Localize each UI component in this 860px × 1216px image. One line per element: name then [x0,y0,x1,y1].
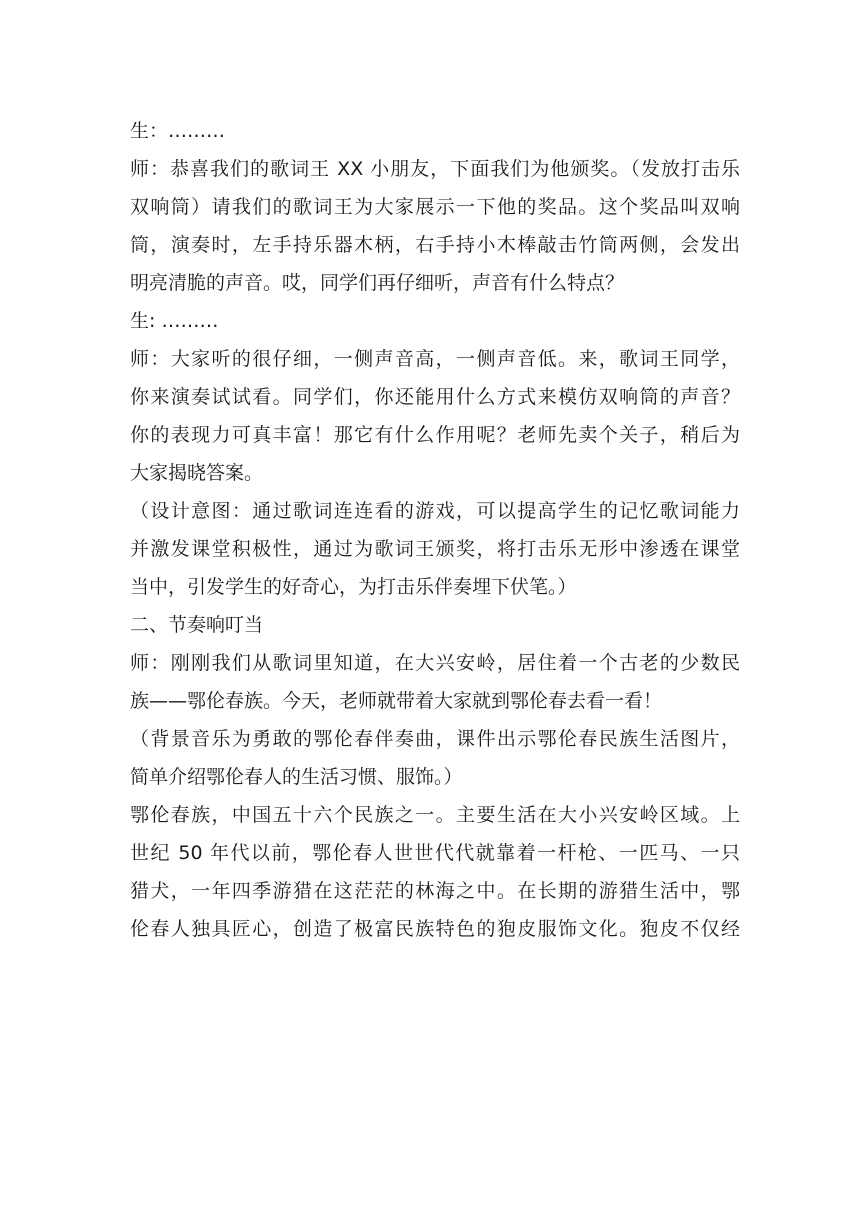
text-line: 二、节奏响叮当 [130,614,264,636]
text-line: 生：……… [130,120,226,142]
paragraph-student-reply-2 [130,302,740,340]
text-line: 筒，演奏时，左手持乐器木柄，右手持小木棒敲击竹筒两侧，会发出 [130,234,740,256]
text-line: 你来演奏试试看。同学们，你还能用什么方式来模仿双响筒的声音？ [130,386,740,408]
text-line: 双响筒）请我们的歌词王为大家展示一下他的奖品。这个奖品叫双响 [130,196,740,218]
text-line: 鄂伦春族，中国五十六个民族之一。主要生活在大小兴安岭区域。上 [130,804,740,826]
text-line: 师：刚刚我们从歌词里知道，在大兴安岭，居住着一个古老的少数民 [130,652,740,674]
text-line: 并激发课堂积极性，通过为歌词王颁奖，将打击乐无形中渗透在课堂 [130,538,740,560]
paragraph-student-reply-1 [130,112,740,150]
paragraph-design-intent [130,492,740,606]
paragraph-teacher-award [130,150,740,302]
paragraph-teacher-instrument [130,340,740,492]
text-line: 大家揭晓答案。 [130,462,264,484]
paragraph-background-music [130,720,740,796]
text-line: 明亮清脆的声音。哎，同学们再仔细听，声音有什么特点？ [130,272,625,294]
text-line: 世纪 50 年代以前，鄂伦春人世世代代就靠着一杆枪、一匹马、一只 [130,842,740,864]
text-line: 猎犬，一年四季游猎在这茫茫的林海之中。在长期的游猎生活中，鄂 [130,880,740,902]
paragraph-oroqen-intro [130,796,740,948]
text-line: 师：恭喜我们的歌词王 XX 小朋友，下面我们为他颁奖。（发放打击乐 [130,158,740,180]
text-line: 生: ……… [130,310,219,332]
text-line: （设计意图：通过歌词连连看的游戏，可以提高学生的记忆歌词能力 [130,500,740,522]
text-line: 师：大家听的很仔细，一侧声音高，一侧声音低。来，歌词王同学， [130,348,740,370]
section-heading [130,606,740,644]
text-line: 当中，引发学生的好奇心，为打击乐伴奏埋下伏笔。） [130,576,577,598]
text-line: （背景音乐为勇敢的鄂伦春伴奏曲，课件出示鄂伦春民族生活图片， [130,728,740,750]
text-line: 伦春人独具匠心，创造了极富民族特色的狍皮服饰文化。狍皮不仅经 [130,918,740,940]
text-line: 简单介绍鄂伦春人的生活习惯、服饰。） [130,766,463,788]
paragraph-teacher-oroqen [130,644,740,720]
text-line: 你的表现力可真丰富！那它有什么作用呢？老师先卖个关子，稍后为 [130,424,740,446]
document-body [130,112,740,948]
text-line: 族——鄂伦春族。今天，老师就带着大家就到鄂伦春去看一看！ [130,690,663,712]
